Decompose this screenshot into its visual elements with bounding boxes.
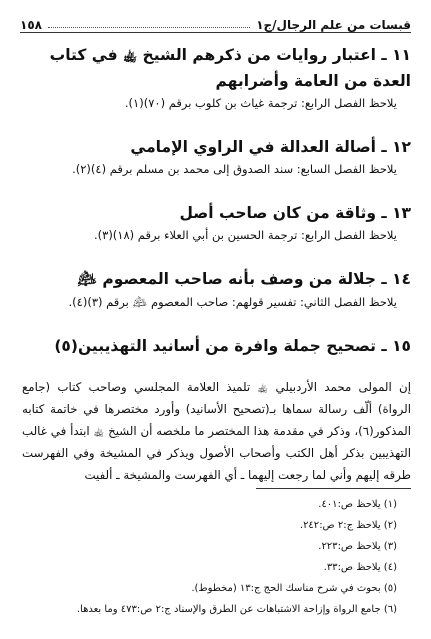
- section-15-body: إن المولى محمد الأردبيلي ﵀ تلميذ العلامة المجلسي وصاحب كتاب (جامع الرواة) ألّف رسالة سماها بـ(تصحيح الأسانيد) وأورد مختصرها في خاتمة كتابه المذكور(٦)، وذكر في مقدمة هذا المختصر ما ملخصه أن الشيخ ﵀ ابتدأ في غالب التهذيبين بذكر أهل الكتب وأصحاب الأصول ويذكر في المشيخة وفي الفهرست طرقه إليهم وأني لما رجعت إليهما ـ أي الفهرست والمشيخة ـ ألفيت: [22, 380, 411, 482]
- header-dots: [48, 26, 250, 28]
- running-title: قبسات من علم الرجال/ج١: [256, 18, 411, 32]
- footnote-3: (٣) يلاحظ ص:٢٢٣.: [318, 541, 397, 552]
- section-12-note: يلاحظ الفصل السابع: سند الصدوق إلى محمد بن مسلم برقم (٤)(٢).: [72, 162, 397, 176]
- page-header: [20, 12, 411, 33]
- section-11-note: يلاحظ الفصل الرابع: ترجمة غياث بن كلوب برقم (٧٠)(١).: [124, 96, 397, 110]
- footnote-4: (٤) يلاحظ ص:٣٣.: [323, 562, 397, 573]
- section-14-note: يلاحظ الفصل الثاني: تفسير قولهم: صاحب المعصوم ﵇ برقم (٣)(٤).: [68, 295, 397, 309]
- section-13-title: ١٣ ـ وثاقة من كان صاحب أصل: [179, 204, 411, 222]
- page-number: ١٥٨: [20, 18, 42, 32]
- section-15-title: ١٥ ـ تصحيح جملة وافرة من أسانيد التهذيبين(٥): [54, 337, 411, 355]
- section-12-title: ١٢ ـ أصالة العدالة في الراوي الإمامي: [130, 138, 411, 156]
- footnote-1: (١) يلاحظ ص:٤٠١.: [318, 499, 397, 510]
- footnote-2: (٢) يلاحظ ج:٢ ص:٢٤٢.: [299, 520, 397, 531]
- section-13-note: يلاحظ الفصل الرابع: ترجمة الحسين بن أبي العلاء برقم (١٨)(٣).: [93, 228, 397, 242]
- footnote-divider: [256, 488, 411, 489]
- footnote-6: (٦) جامع الرواة وإزاحة الاشتباهات عن الطرق والإسناد ج:٢ ص:٤٧٣ وما بعدها.: [76, 604, 397, 615]
- section-14-title: ١٤ ـ جلالة من وصف بأنه صاحب المعصوم ﵇: [76, 270, 411, 288]
- footnote-5: (٥) بحوث في شرح مناسك الحج ج:١٣ (مخطوط).: [191, 583, 397, 594]
- section-11-title: ١١ ـ اعتبار روايات من ذكرهم الشيخ ﵀ في كتاب العدة من العامة وأضرابهم: [49, 46, 411, 90]
- footnotes: [30, 494, 397, 620]
